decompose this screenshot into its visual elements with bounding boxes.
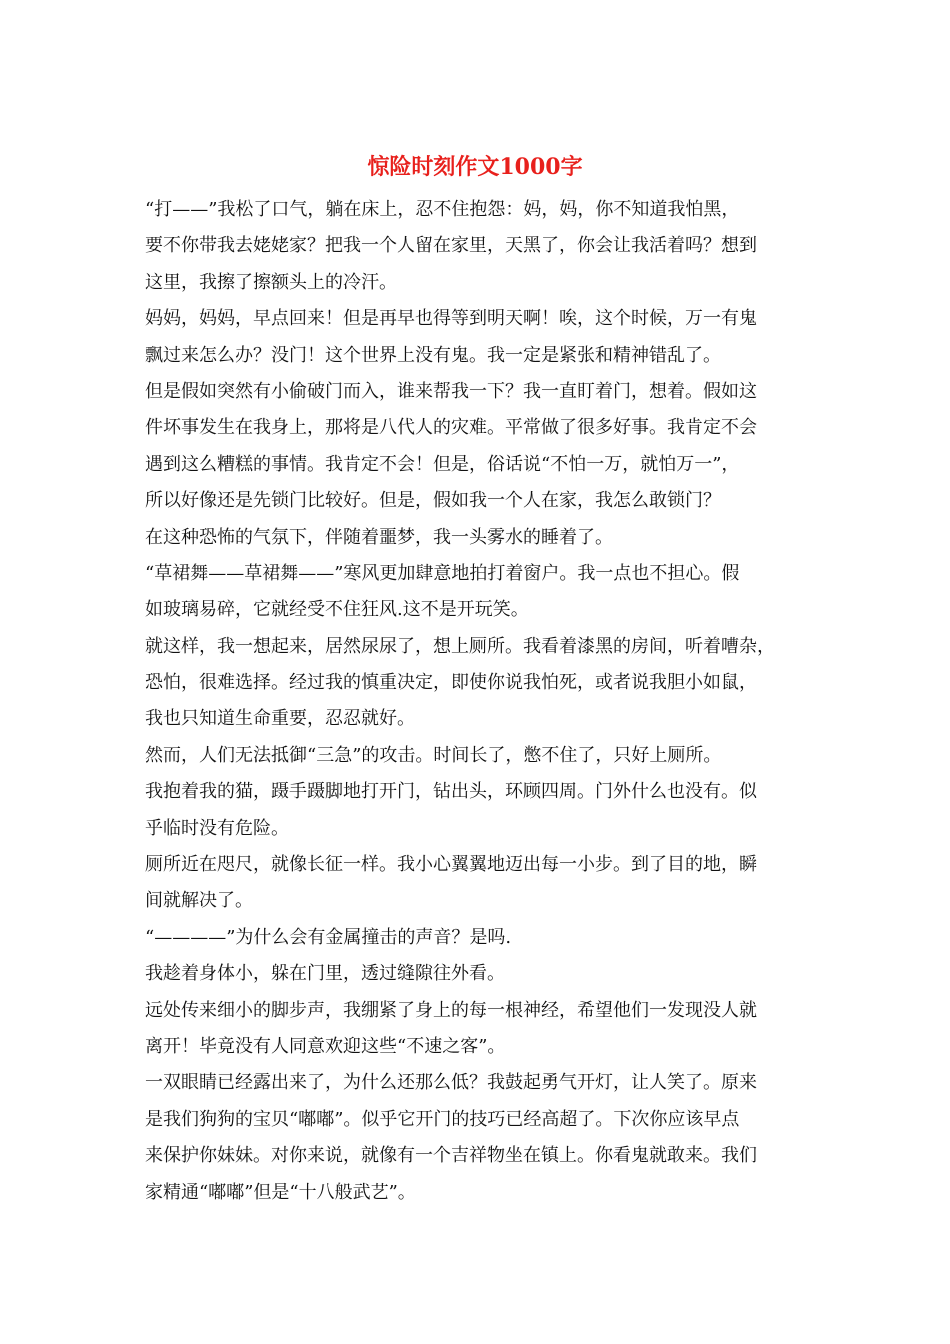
text-line: 乎临时没有危险。 xyxy=(145,817,289,839)
text-line: 要不你带我去姥姥家？把我一个人留在家里，天黑了，你会让我活着吗？想到 xyxy=(145,235,757,257)
text-line: 遇到这么糟糕的事情。我肯定不会！但是，俗话说“不怕一万，就怕万一”， xyxy=(145,453,740,475)
text-line: 我也只知道生命重要，忍忍就好。 xyxy=(145,708,415,730)
text-line: 件坏事发生在我身上，那将是八代人的灾难。平常做了很多好事。我肯定不会 xyxy=(145,417,757,439)
text-line: 但是假如突然有小偷破门而入，谁来帮我一下？我一直盯着门，想着。假如这 xyxy=(145,380,757,402)
text-line: 飘过来怎么办？没门！这个世界上没有鬼。我一定是紧张和精神错乱了。 xyxy=(145,344,721,366)
text-line: 一双眼睛已经露出来了，为什么还那么低？我鼓起勇气开灯，让人笑了。原来 xyxy=(145,1072,757,1094)
text-line: 间就解决了。 xyxy=(145,890,253,912)
document-body xyxy=(145,192,810,1211)
text-line: 厕所近在咫尺，就像长征一样。我小心翼翼地迈出每一小步。到了目的地，瞬 xyxy=(145,854,757,876)
text-line: 然而，人们无法抵御“三急”的攻击。时间长了，憋不住了，只好上厕所。 xyxy=(145,744,722,766)
text-line: 就这样，我一想起来，居然尿尿了，想上厕所。我看着漆黑的房间，听着嘈杂， xyxy=(145,635,775,657)
text-line: 如玻璃易碎，它就经受不住狂风.这不是开玩笑。 xyxy=(145,599,529,621)
text-line: 这里，我擦了擦额头上的冷汗。 xyxy=(145,271,397,293)
text-line: “————”为什么会有金属撞击的声音？是吗. xyxy=(145,926,512,948)
text-line: 是我们狗狗的宝贝“嘟嘟”。似乎它开门的技巧已经高超了。下次你应该早点 xyxy=(145,1108,740,1130)
text-line: 妈妈，妈妈，早点回来！但是再早也得等到明天啊！唉，这个时候，万一有鬼 xyxy=(145,308,757,330)
document-title: 惊险时刻作文1000字 xyxy=(367,154,583,180)
text-line: 来保护你妹妹。对你来说，就像有一个吉祥物坐在镇上。你看鬼就敢来。我们 xyxy=(145,1145,757,1167)
text-line: 离开！毕竟没有人同意欢迎这些“不速之客”。 xyxy=(145,1035,506,1057)
text-line: “草裙舞——草裙舞——”寒风更加肆意地拍打着窗户。我一点也不担心。假 xyxy=(145,562,740,584)
text-line: 我抱着我的猫，蹑手蹑脚地打开门，钻出头，环顾四周。门外什么也没有。似 xyxy=(145,781,757,803)
text-line: 我趁着身体小，躲在门里，透过缝隙往外看。 xyxy=(145,963,505,985)
text-line: 恐怕，很难选择。经过我的慎重决定，即使你说我怕死，或者说我胆小如鼠， xyxy=(145,672,757,694)
text-line: “打——”我松了口气，躺在床上，忍不住抱怨：妈，妈，你不知道我怕黑， xyxy=(145,199,740,220)
text-line: 在这种恐怖的气氛下，伴随着噩梦，我一头雾水的睡着了。 xyxy=(145,526,613,548)
text-line: 家精通“嘟嘟”但是“十八般武艺”。 xyxy=(145,1181,416,1203)
text-line: 所以好像还是先锁门比较好。但是，假如我一个人在家，我怎么敢锁门？ xyxy=(145,490,721,512)
text-line: 远处传来细小的脚步声，我绷紧了身上的每一根神经，希望他们一发现没人就 xyxy=(145,999,757,1021)
